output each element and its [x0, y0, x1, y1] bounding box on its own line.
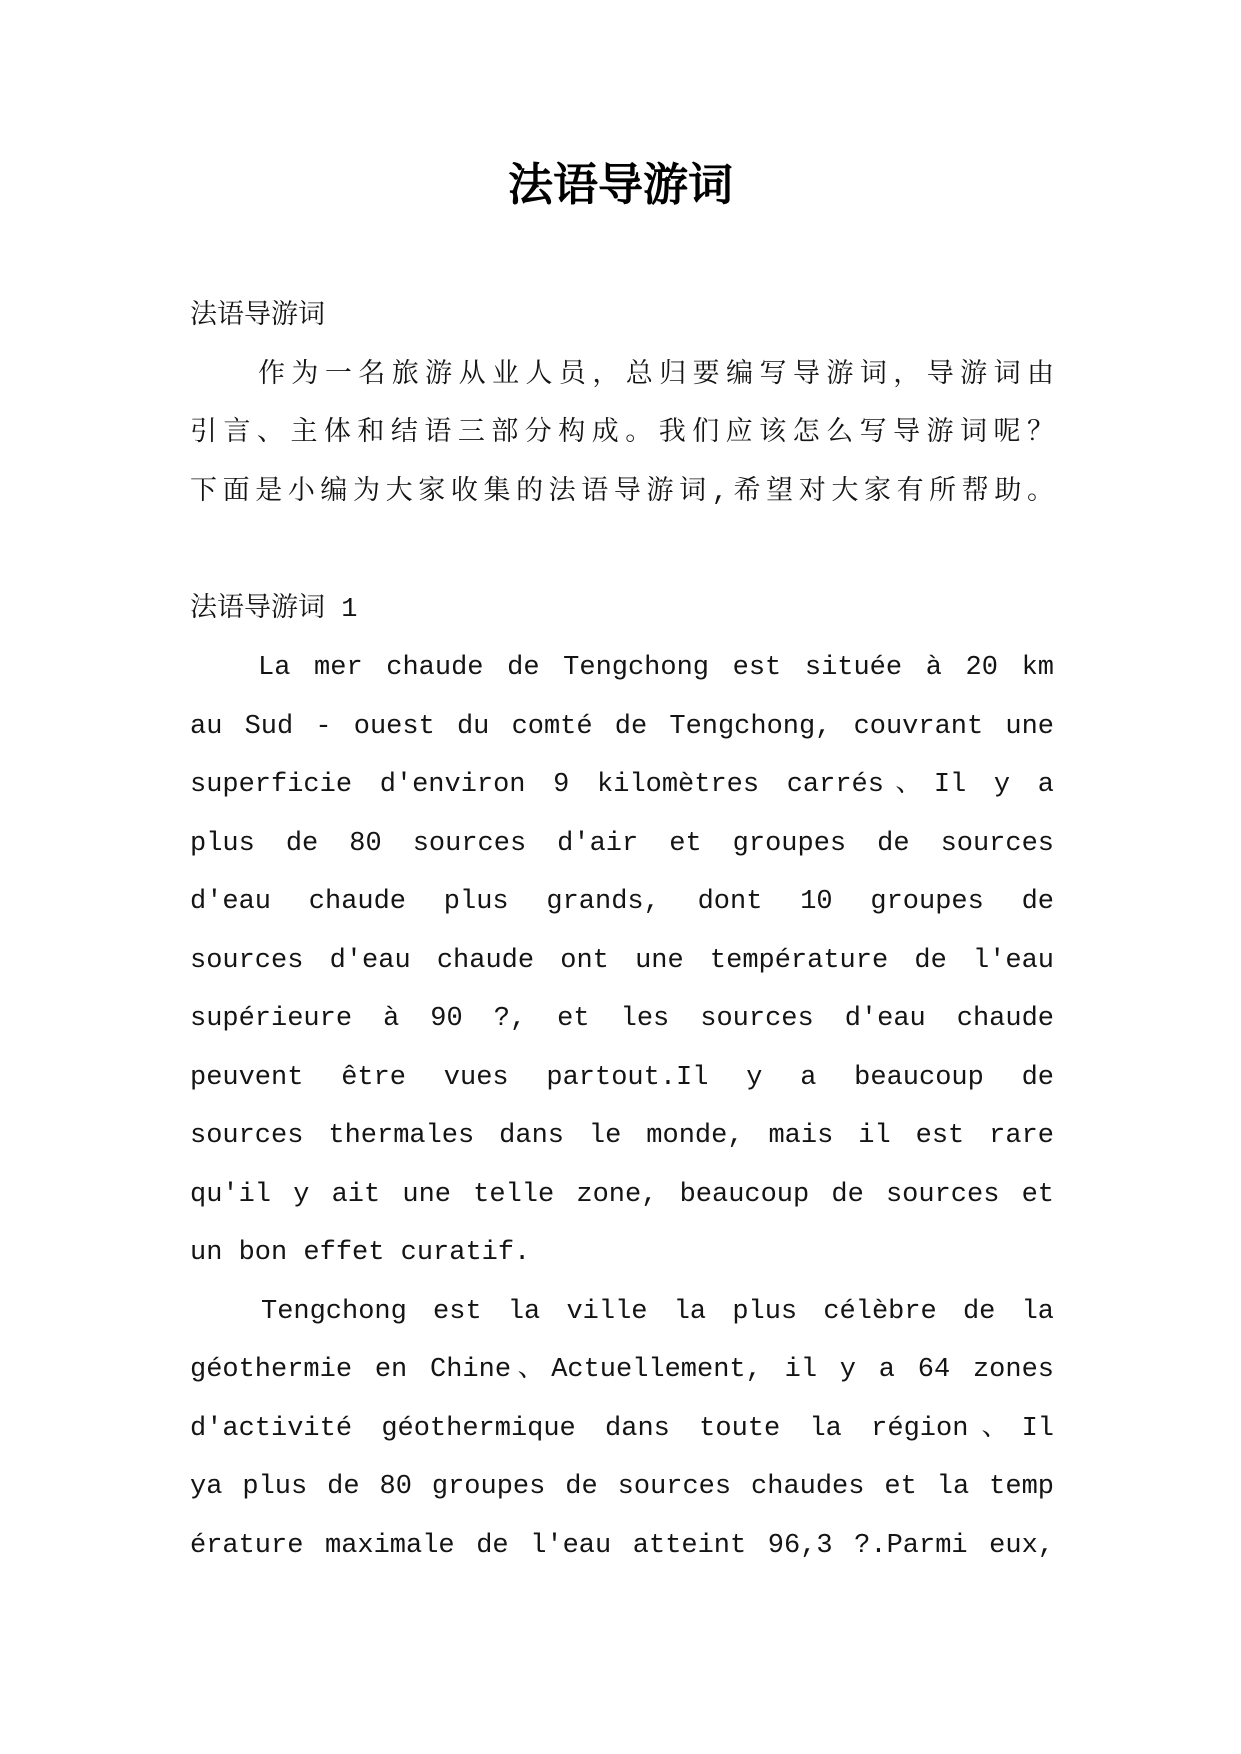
- intro-line: 下面是小编为大家收集的法语导游词,希望对大家有所帮助。: [190, 477, 1054, 508]
- paragraph-line: ya plus de 80 groupes de sources chaudes et la temp: [190, 1472, 1054, 1502]
- paragraph-line: au Sud - ouest du comté de Tengchong, couvrant une: [190, 711, 1054, 742]
- paragraph-line: La mer chaude de Tengchong est située à 20 km: [258, 653, 1054, 683]
- document-body: [190, 288, 1054, 1575]
- document-title: 法语导游词: [507, 160, 733, 210]
- intro-line: 引言、主体和结语三部分构成。我们应该怎么写导游词呢？: [190, 419, 1054, 449]
- paragraph-line: d'eau chaude plus grands, dont 10 groupes de: [190, 887, 1054, 917]
- paragraph-line: qu'il y ait une telle zone, beaucoup de sources et: [190, 1179, 1054, 1210]
- paragraph-line: d'activité géothermique dans toute la région、Il: [190, 1413, 1054, 1444]
- intro-line: 作为一名旅游从业人员，总归要编写导游词，导游词由: [258, 360, 1054, 391]
- intro-heading: 法语导游词: [190, 302, 325, 332]
- paragraph-line: peuvent être vues partout.Il y a beaucoup de: [190, 1062, 1054, 1093]
- paragraph-line: supérieure à 90 ?, et les sources d'eau chaude: [190, 1004, 1054, 1034]
- blank-line-spacer: [190, 522, 1054, 581]
- paragraph-line: sources thermales dans le monde, mais il est rare: [190, 1121, 1054, 1151]
- paragraph-line: sources d'eau chaude ont une température de l'eau: [190, 945, 1054, 976]
- section-heading: 法语导游词 1: [190, 594, 358, 625]
- paragraph-line: érature maximale de l'eau atteint 96,3 ?.Parmi eux,: [190, 1530, 1054, 1561]
- paragraph-line: un bon effet curatif.: [190, 1238, 531, 1268]
- paragraph-line: superficie d'environ 9 kilomètres carrés、Il y a: [190, 770, 1054, 800]
- paragraph-line: géothermie en Chine、Actuellement, il y a 64 zones: [190, 1355, 1054, 1385]
- paragraph-line: plus de 80 sources d'air et groupes de sources: [190, 828, 1054, 859]
- paragraph-line: Tengchong est la ville la plus célèbre de la: [261, 1296, 1054, 1327]
